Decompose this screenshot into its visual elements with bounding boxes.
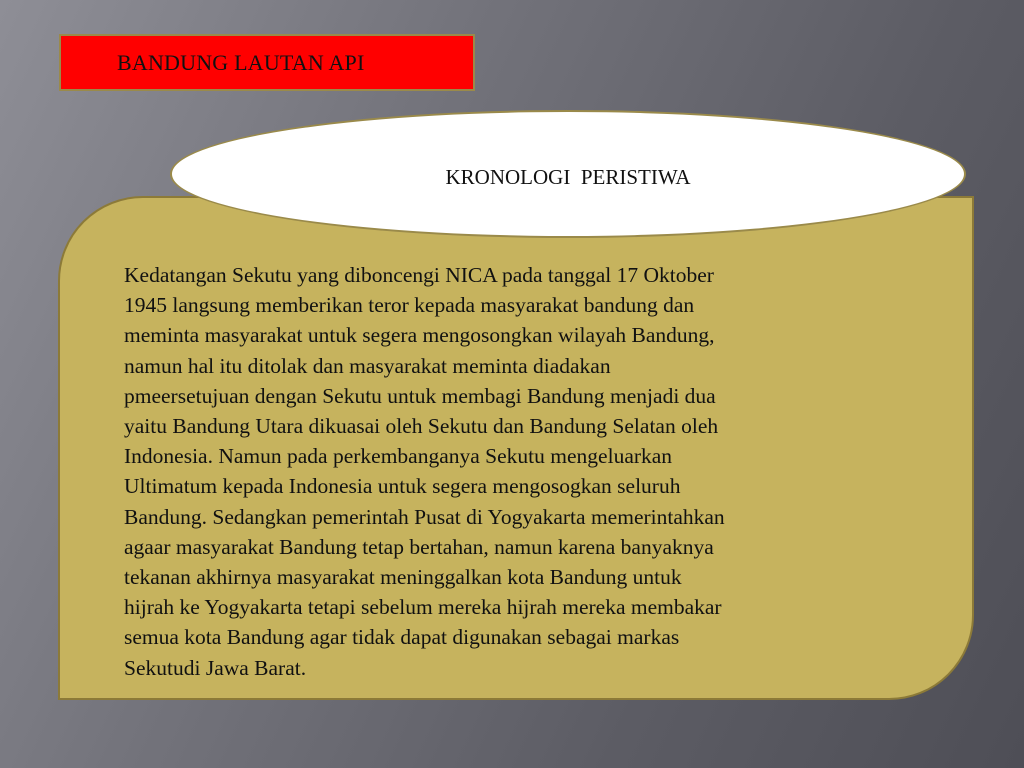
body-text: Kedatangan Sekutu yang diboncengi NICA pada tanggal 17 Oktober 1945 langsung memberikan teror kepada masyarakat bandung dan meminta masyarakat untuk segera mengosongkan wilayah Bandung, namun hal itu ditolak dan masyarakat meminta diadakan pmeersetujuan dengan Sekutu untuk membagi Bandung menjadi dua yaitu Bandung Utara dikuasai oleh Sekutu dan Bandung Selatan oleh Indonesia. Namun pada perkembanganya Sekutu mengeluarkan Ultimatum kepada Indonesia untuk segera mengosogkan seluruh Bandung. Sedangkan pemerintah Pusat di Yogyakarta memerintahkan agaar masyarakat Bandung tetap bertahan, namun karena banyaknya tekanan akhirnya masyarakat meninggalkan kota Bandung untuk hijrah ke Yogyakarta tetapi sebelum mereka hijrah mereka membakar semua kota Bandung agar tidak dapat digunakan sebagai markas Sekutudi Jawa Barat. [124, 263, 725, 680]
slide-title: BANDUNG LAUTAN API [117, 50, 365, 75]
subtitle-text: KRONOLOGI PERISTIWA [445, 165, 691, 189]
content-panel [58, 196, 974, 700]
subtitle-ellipse [170, 110, 966, 238]
title-box [59, 34, 475, 91]
